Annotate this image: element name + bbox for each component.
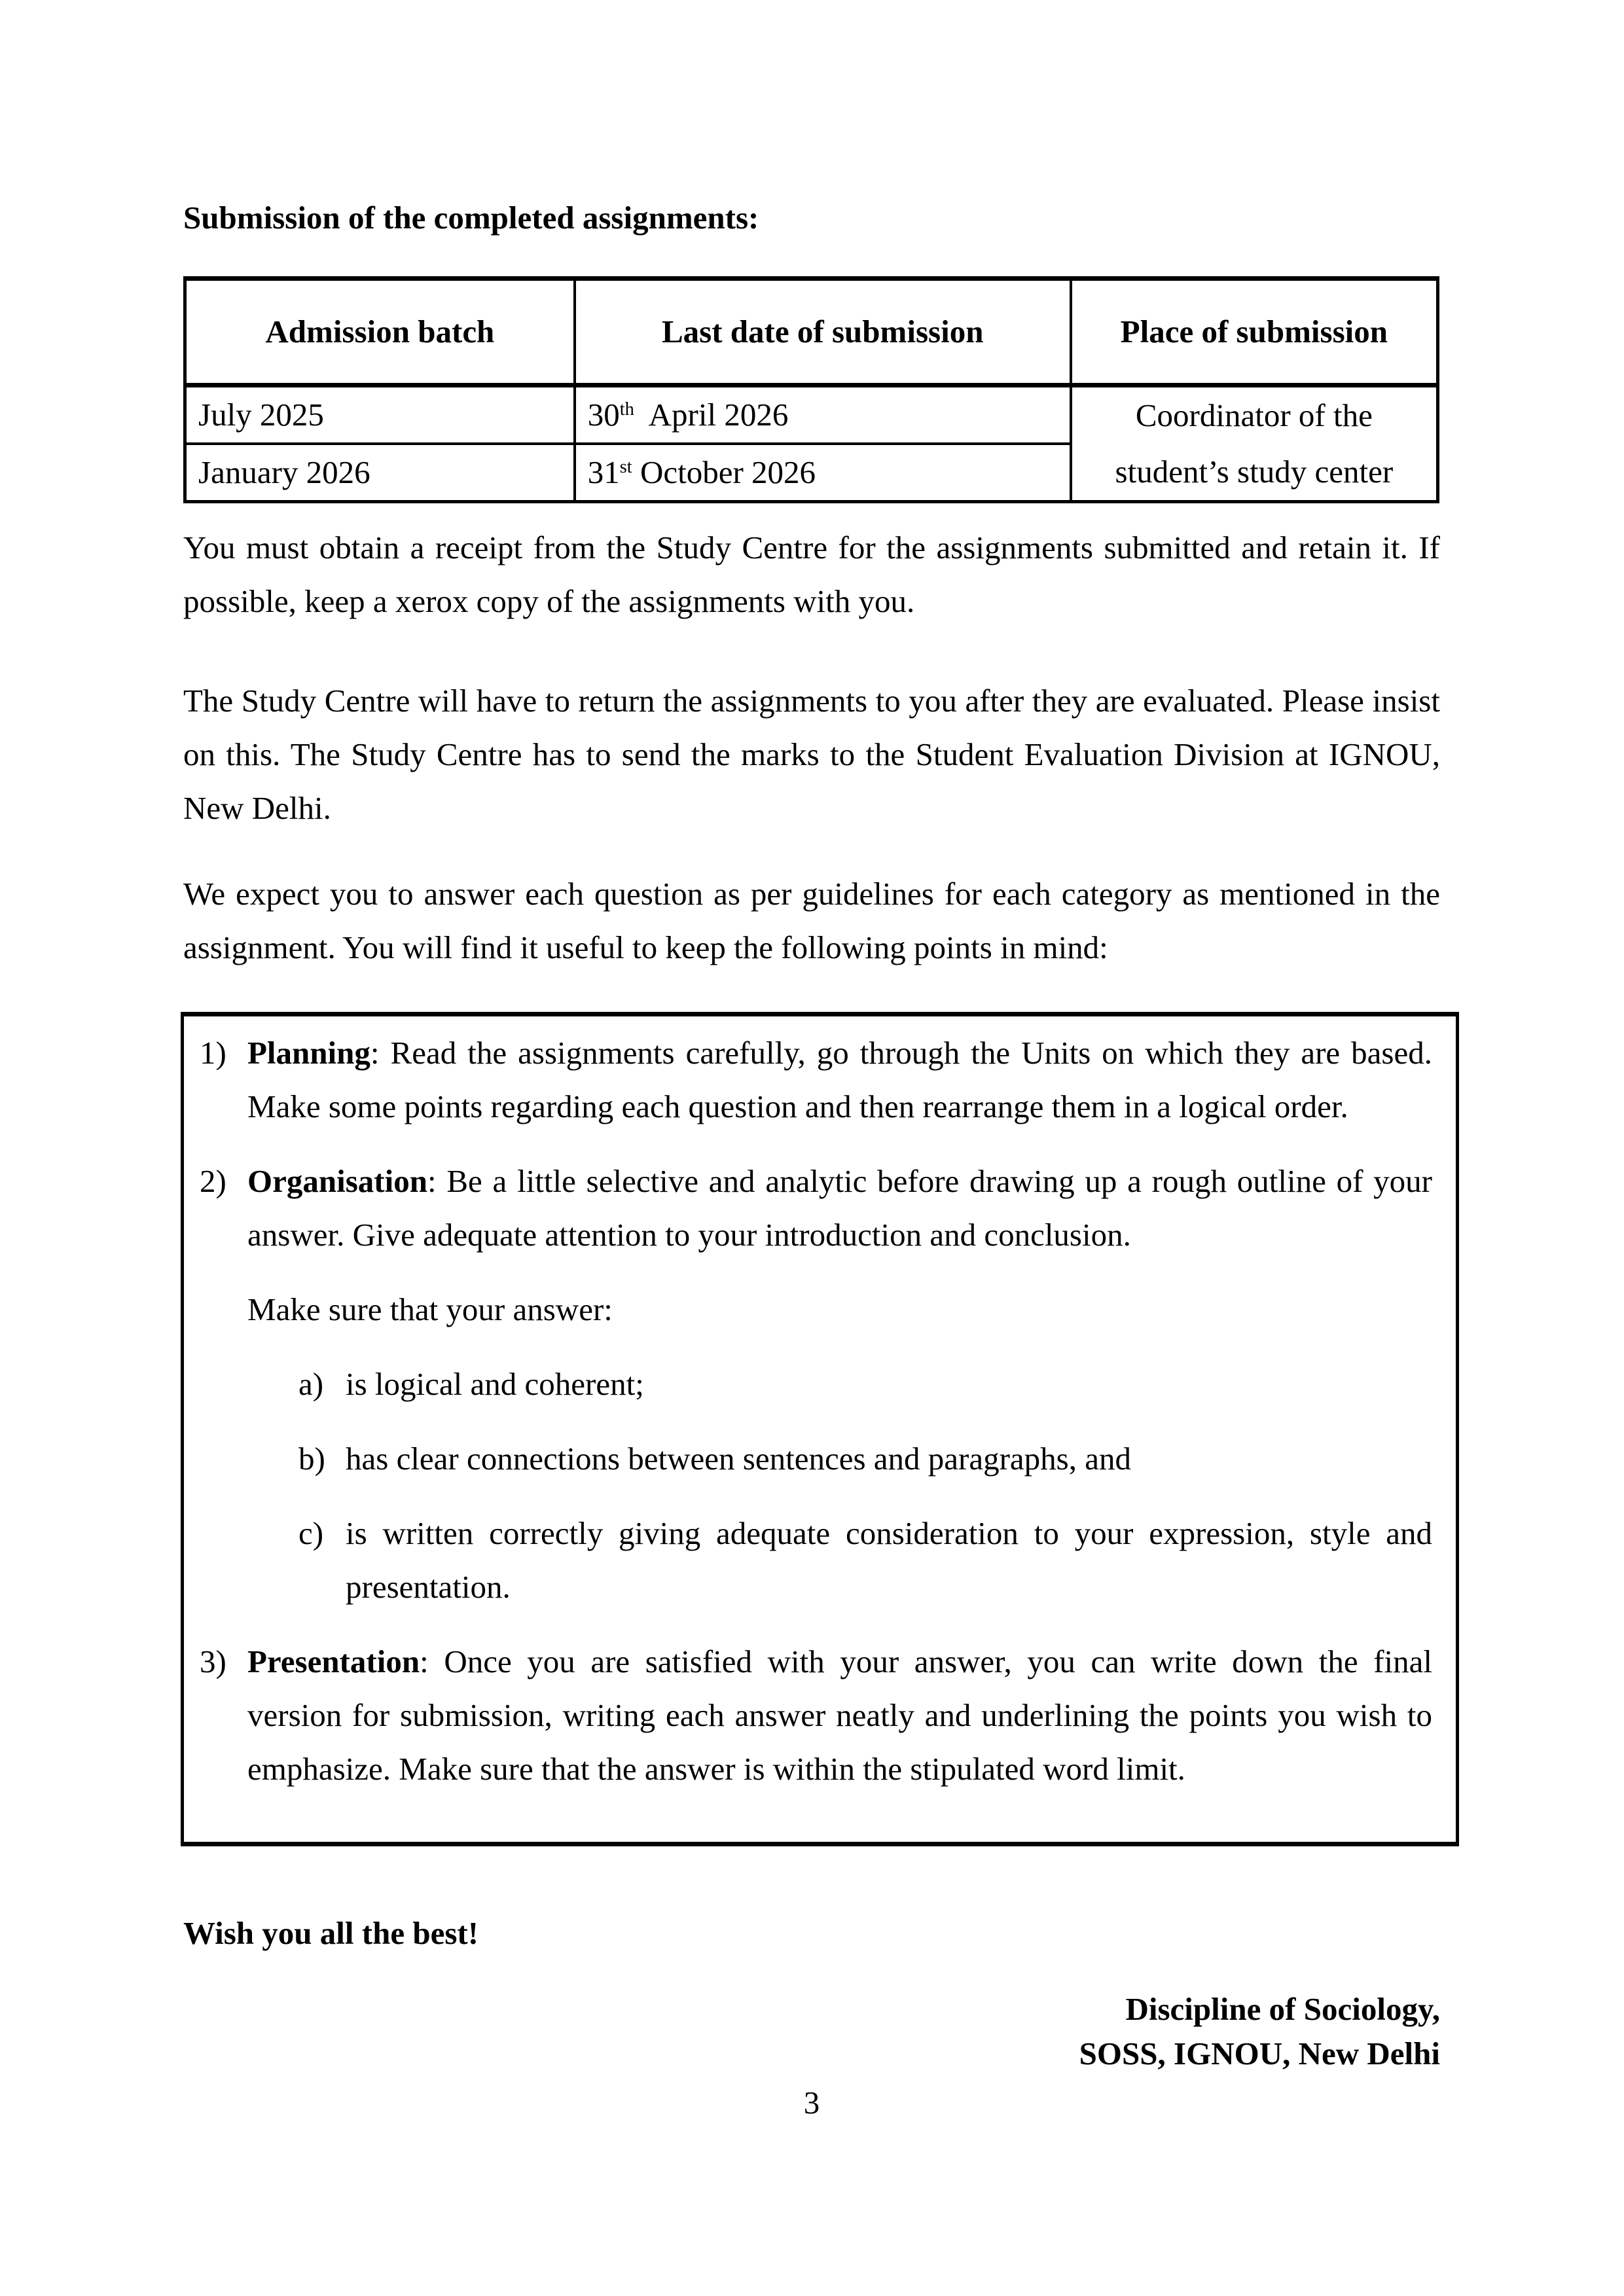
column-header-place: Place of submission — [1071, 279, 1438, 386]
item-term: Presentation — [247, 1643, 420, 1679]
make-sure-line: Make sure that your answer: — [247, 1291, 613, 1327]
signature-line-school: SOSS, IGNOU, New Delhi — [1079, 2036, 1440, 2072]
place-line-1: Coordinator of the — [1135, 397, 1373, 433]
signature-line-discipline: Discipline of Sociology, — [1125, 1991, 1440, 2027]
item-text — [247, 1635, 1432, 1796]
paragraph-guidelines-intro: We expect you to answer each question as per guidelines for each category as mentioned in the assignment. You will find it useful to keep the following points in mind: — [183, 876, 1440, 965]
ordinal-suffix: st — [619, 457, 632, 478]
ordinal-suffix: th — [619, 399, 634, 420]
sub-item-letter: b) — [298, 1441, 325, 1477]
paragraph-receipt: You must obtain a receipt from the Study Centre for the assignments submitted and retain it. If possible, keep a xerox copy of the assignments with you. — [183, 529, 1440, 619]
sub-item-letter: a) — [298, 1366, 324, 1402]
item-description: : Read the assignments carefully, go through the Units on which they are based. Make some points regarding each question and then rearrange them in a logical order. — [247, 1035, 1432, 1124]
signature-block — [183, 1987, 1440, 2076]
item-term: Organisation — [247, 1163, 427, 1199]
item-text — [247, 1155, 1432, 1262]
page-title: Submission of the completed assignments: — [183, 200, 759, 236]
item-number: 3) — [200, 1643, 226, 1679]
table-row-july-2025 — [185, 386, 1438, 444]
item-number: 2) — [200, 1163, 226, 1199]
sub-item-text: is written correctly giving adequate consideration to your expression, style and presentation. — [346, 1515, 1432, 1605]
submission-table — [183, 276, 1439, 503]
item-body — [247, 1635, 1432, 1796]
closing-wish: Wish you all the best! — [183, 1915, 479, 1951]
cell-place-of-submission — [1071, 386, 1438, 502]
paragraph-return-assignments: The Study Centre will have to return the assignments to you after they are evaluated. Please insist on this. The Study Centre has to send the marks to the Student Evaluation Division at IGNOU, New Delhi. — [183, 683, 1440, 826]
guidelines-box — [181, 1012, 1459, 1846]
date-month-year: April 2026 — [634, 397, 789, 433]
column-header-last-date: Last date of submission — [575, 279, 1071, 386]
cell-last-date-october — [575, 444, 1071, 502]
guideline-item-organisation — [200, 1155, 1432, 1614]
table-header-row — [185, 279, 1438, 386]
sub-item-text: is logical and coherent; — [346, 1366, 644, 1402]
item-body — [247, 1026, 1432, 1134]
item-description: : Once you are satisfied with your answer, you can write down the final version for submission, writing each answer neatly and underlining the points you wish to emphasize. Make sure that the answer is within the stipulated word limit. — [247, 1643, 1432, 1787]
guideline-item-presentation — [200, 1635, 1432, 1796]
sub-item-a — [298, 1357, 1432, 1411]
guideline-item-planning — [200, 1026, 1432, 1134]
column-header-admission-batch: Admission batch — [185, 279, 575, 386]
sub-item-b — [298, 1432, 1432, 1486]
date-day: 31 — [587, 454, 620, 490]
item-description: : Be a little selective and analytic before drawing up a rough outline of your answer. Give adequate attention to your introduction and conclusion. — [247, 1163, 1432, 1253]
item-number: 1) — [200, 1035, 226, 1071]
date-month-year: October 2026 — [632, 454, 816, 490]
place-line-2: student’s study center — [1115, 454, 1394, 490]
item-body — [247, 1155, 1432, 1614]
item-text — [247, 1026, 1432, 1134]
sub-item-text: has clear connections between sentences and paragraphs, and — [346, 1441, 1131, 1477]
cell-last-date-april — [575, 386, 1071, 444]
sub-item-c — [298, 1507, 1432, 1614]
item-term: Planning — [247, 1035, 370, 1071]
sub-item-letter: c) — [298, 1515, 324, 1551]
page-number: 3 — [803, 2085, 820, 2121]
cell-admission-batch-january: January 2026 — [185, 444, 575, 502]
date-day: 30 — [587, 397, 620, 433]
cell-admission-batch-july: July 2025 — [185, 386, 575, 444]
